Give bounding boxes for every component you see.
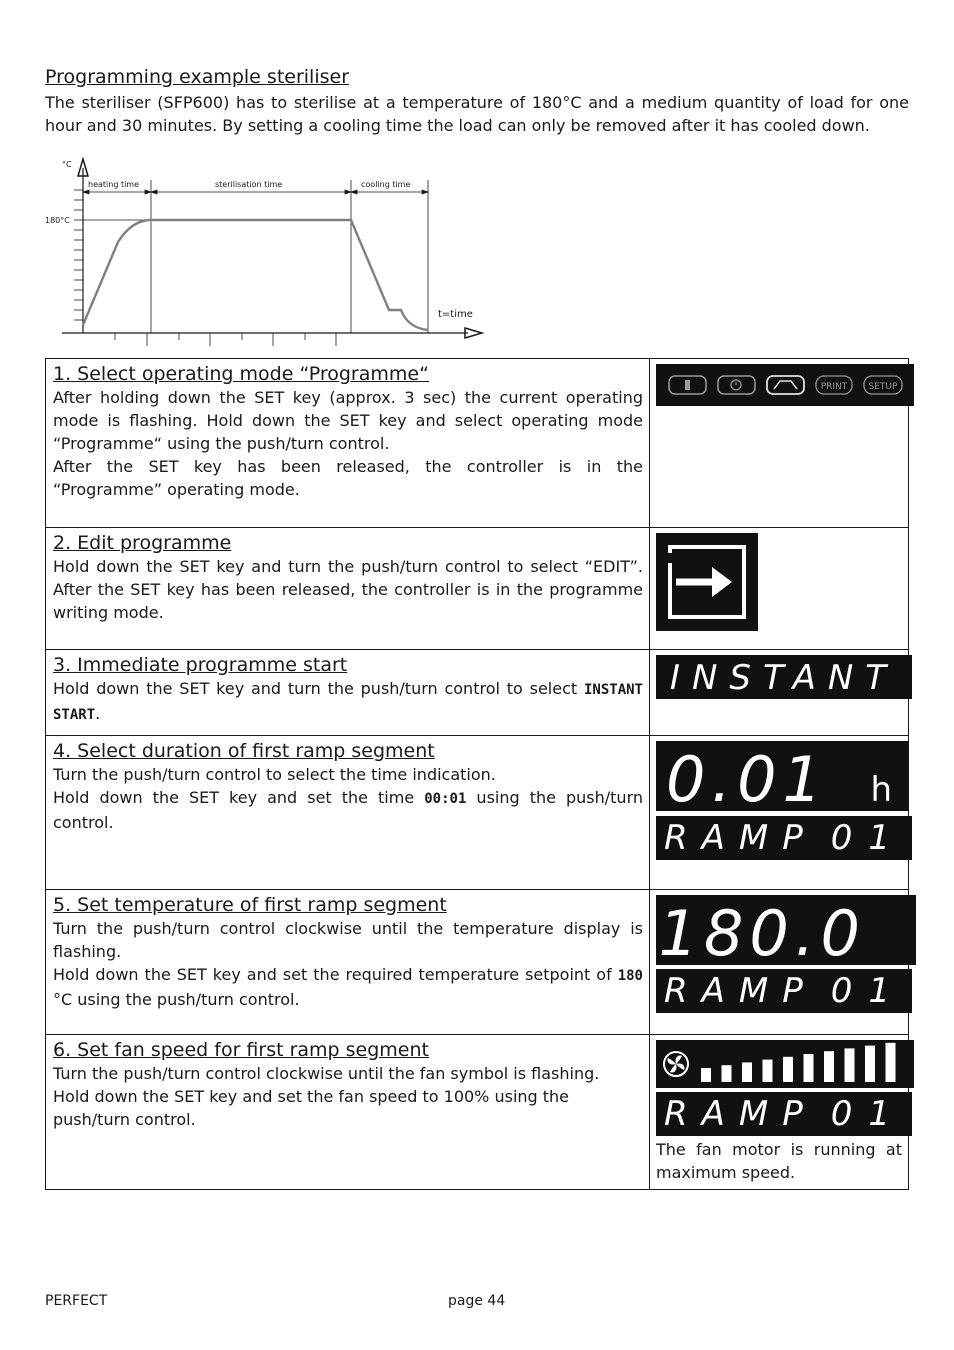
temperature-curve	[83, 220, 428, 330]
ramp-display	[656, 969, 912, 1013]
step-5-title: 5. Set temperature of first ramp segment	[53, 894, 447, 916]
fan-speed-bar	[701, 1068, 711, 1082]
step-1-para-2: After the SET key has been released, the controller is in the “Programme” operating mode.	[53, 457, 643, 499]
step-4-para-2	[53, 786, 643, 834]
ramp-label: RAMP	[664, 1094, 817, 1134]
fan-speed-bar	[742, 1062, 752, 1082]
step-2-row	[46, 528, 909, 650]
heating-time-label: heating time	[88, 180, 140, 189]
step-2-text	[46, 528, 650, 650]
step-2-para-1: Hold down the SET key and turn the push/turn control to select “EDIT”. After the SET key has been released, the controller is in the programme writing mode.	[53, 557, 643, 622]
unit-label: °C	[62, 160, 72, 169]
duration-value: 0.01	[665, 743, 828, 811]
edit-programme-icon	[656, 533, 758, 631]
fan-speed-bar	[783, 1057, 793, 1082]
page-number: page 44	[448, 1293, 506, 1309]
instant-start-code: INSTANT START	[53, 682, 643, 723]
step-5-image	[650, 890, 909, 1035]
step-2-image	[650, 528, 909, 650]
step-6-image	[650, 1035, 909, 1190]
step-1-image	[650, 359, 909, 528]
sterilisation-time-label: sterilisation time	[215, 180, 283, 189]
step-5-para-2	[53, 963, 643, 1011]
step-6-para-2: Hold down the SET key and set the fan speed to 100% using the push/turn control.	[53, 1087, 570, 1129]
step-3-image	[650, 650, 909, 736]
setup-button-label: SETUP	[868, 382, 898, 392]
duration-unit: h	[870, 770, 892, 810]
intro-paragraph: The steriliser (SFP600) has to sterilise at a temperature of 180°C and a medium quantity of load for one hour and 30 minutes. By setting a cooling time the load can only be removed after it has cooled down.	[45, 93, 909, 135]
step-5-text	[46, 890, 650, 1035]
time-axis-label: t=time	[438, 309, 473, 320]
step-4-image	[650, 736, 909, 890]
operating-mode-panel	[656, 364, 914, 406]
step-1-text	[46, 359, 650, 528]
ramp-label: RAMP	[664, 818, 817, 858]
temperature-display	[656, 895, 916, 965]
step-3-title: 3. Immediate programme start	[53, 654, 348, 676]
fan-speed-display	[656, 1040, 914, 1088]
step-3-text-pre: Hold down the SET key and turn the push/turn control to select	[53, 679, 584, 698]
fan-caption: The fan motor is running at maximum speed.	[656, 1140, 902, 1182]
temperature-profile-diagram	[40, 150, 490, 350]
duration-display	[656, 741, 912, 811]
ramp-display	[656, 1092, 912, 1136]
step-1-para-1: After holding down the SET key (approx. 3 sec) the current operating mode is flashing. Hold down the SET key and select operating mode “Programme“ using the push/turn control.	[53, 388, 643, 453]
footer-brand: PERFECT	[45, 1293, 108, 1309]
temperature-label: 180°C	[45, 216, 70, 225]
page-title: Programming example steriliser	[45, 66, 349, 88]
instant-display-text: INSTANT	[669, 658, 899, 698]
temperature-value: 180.0	[658, 897, 866, 965]
step-6-title: 6. Set fan speed for first ramp segment	[53, 1039, 429, 1061]
fan-speed-bar	[845, 1048, 855, 1082]
step-4-text-pre: Hold down the SET key and set the time	[53, 788, 425, 807]
step-6-para-1: Turn the push/turn control clockwise until the fan symbol is flashing.	[53, 1064, 600, 1083]
ramp-label: RAMP	[664, 971, 817, 1011]
fan-speed-bar	[804, 1054, 814, 1082]
ramp-display	[656, 816, 912, 860]
step-3-para-1	[53, 677, 643, 727]
step-4-text-post: using the push/turn control.	[53, 788, 644, 832]
instant-display	[656, 655, 912, 699]
step-5-row	[46, 890, 909, 1035]
step-3-text-post: .	[95, 704, 101, 723]
step-3-text	[46, 650, 650, 736]
ramp-number: 01	[830, 971, 906, 1011]
step-6-row	[46, 1035, 909, 1190]
steps-table	[45, 358, 909, 1190]
step-5-text-pre: Hold down the SET key and set the required temperature setpoint of	[53, 965, 618, 984]
step-3-row	[46, 650, 909, 736]
print-button-label: PRINT	[820, 382, 848, 392]
step-4-title: 4. Select duration of first ramp segment	[53, 740, 435, 762]
step-4-para-1: Turn the push/turn control to select the time indication.	[53, 765, 496, 784]
step-1-title: 1. Select operating mode “Programme“	[53, 363, 429, 385]
time-code: 00:01	[424, 791, 467, 807]
step-4-text	[46, 736, 650, 890]
cooling-time-label: cooling time	[361, 180, 411, 189]
step-2-title: 2. Edit programme	[53, 532, 232, 554]
fan-speed-bar	[886, 1043, 896, 1082]
fan-speed-bar	[722, 1065, 732, 1082]
step-1-row	[46, 359, 909, 528]
fan-speed-bar	[824, 1051, 834, 1082]
step-5-para-1: Turn the push/turn control clockwise until the temperature display is flashing.	[53, 919, 643, 961]
temperature-code: 180	[617, 968, 643, 984]
fan-speed-bar	[763, 1060, 773, 1082]
ramp-number: 01	[830, 1094, 906, 1134]
step-5-text-post: °C using the push/turn control.	[53, 990, 300, 1009]
fan-speed-bar	[865, 1046, 875, 1082]
step-6-text	[46, 1035, 650, 1190]
ramp-number: 01	[830, 818, 906, 858]
step-4-row	[46, 736, 909, 890]
